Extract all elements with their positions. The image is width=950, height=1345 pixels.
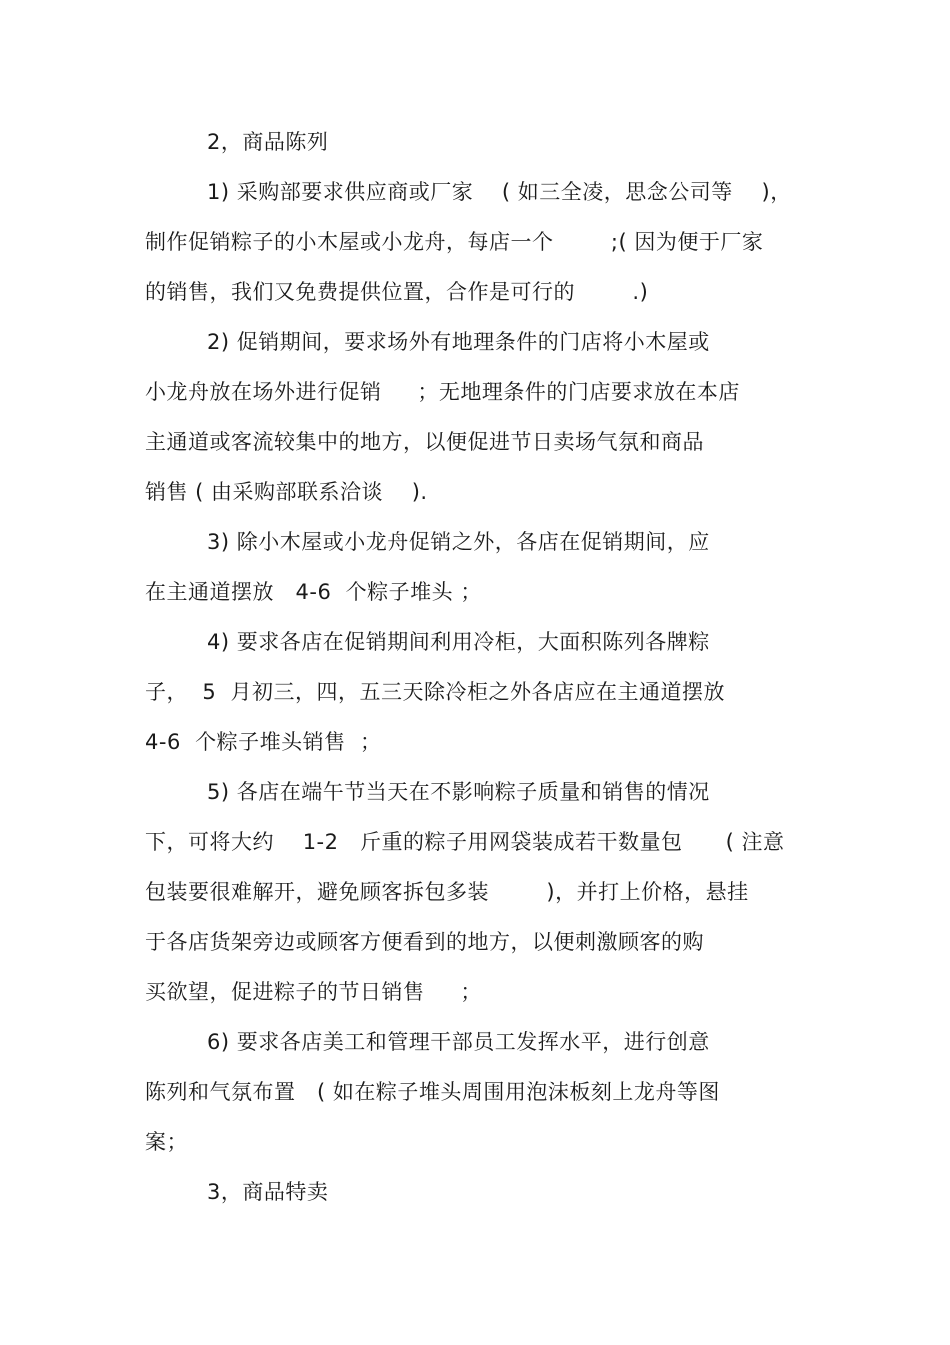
text-line: 陈列和气氛布置 ( 如在粽子堆头周围用泡沫板刻上龙舟等图	[145, 1080, 720, 1104]
text-line: 3) 除小木屋或小龙舟促销之外，各店在促销期间，应	[207, 530, 710, 554]
section-heading: 2，商品陈列	[207, 130, 329, 154]
text-line: 小龙舟放在场外进行促销 ；无地理条件的门店要求放在本店	[145, 380, 740, 404]
text-line: 的销售，我们又免费提供位置，合作是可行的 .)	[145, 280, 649, 304]
text-line: 制作促销粽子的小木屋或小龙舟，每店一个 ;( 因为便于厂家	[145, 230, 764, 254]
text-line: 1) 采购部要求供应商或厂家 ( 如三全凌，思念公司等 )，	[207, 180, 792, 204]
text-line: 销售 ( 由采购部联系洽谈 ).	[145, 480, 428, 504]
text-line: 于各店货架旁边或顾客方便看到的地方，以便刺激顾客的购	[145, 930, 704, 954]
text-line: 5) 各店在端午节当天在不影响粽子质量和销售的情况	[207, 780, 710, 804]
text-line: 下，可将大约 1-2 斤重的粽子用网袋装成若干数量包 ( 注意	[145, 830, 785, 854]
section-heading: 3，商品特卖	[207, 1180, 329, 1204]
text-line: 4) 要求各店在促销期间利用冷柜，大面积陈列各牌粽	[207, 630, 710, 654]
text-line: 4-6 个粽子堆头销售 ；	[145, 730, 382, 754]
text-line: 主通道或客流较集中的地方，以便促进节日卖场气氛和商品	[145, 430, 704, 454]
text-line: 2) 促销期间，要求场外有地理条件的门店将小木屋或	[207, 330, 710, 354]
text-line: 案；	[145, 1130, 188, 1154]
text-line: 在主通道摆放 4-6 个粽子堆头 ；	[145, 580, 482, 604]
text-line: 买欲望，促进粽子的节日销售 ；	[145, 980, 482, 1004]
text-line: 子， 5 月初三，四，五三天除冷柜之外各店应在主通道摆放	[145, 680, 726, 704]
text-line: 6) 要求各店美工和管理干部员工发挥水平，进行创意	[207, 1030, 710, 1054]
text-line: 包装要很难解开，避免顾客拆包多装 )，并打上价格，悬挂	[145, 880, 749, 904]
